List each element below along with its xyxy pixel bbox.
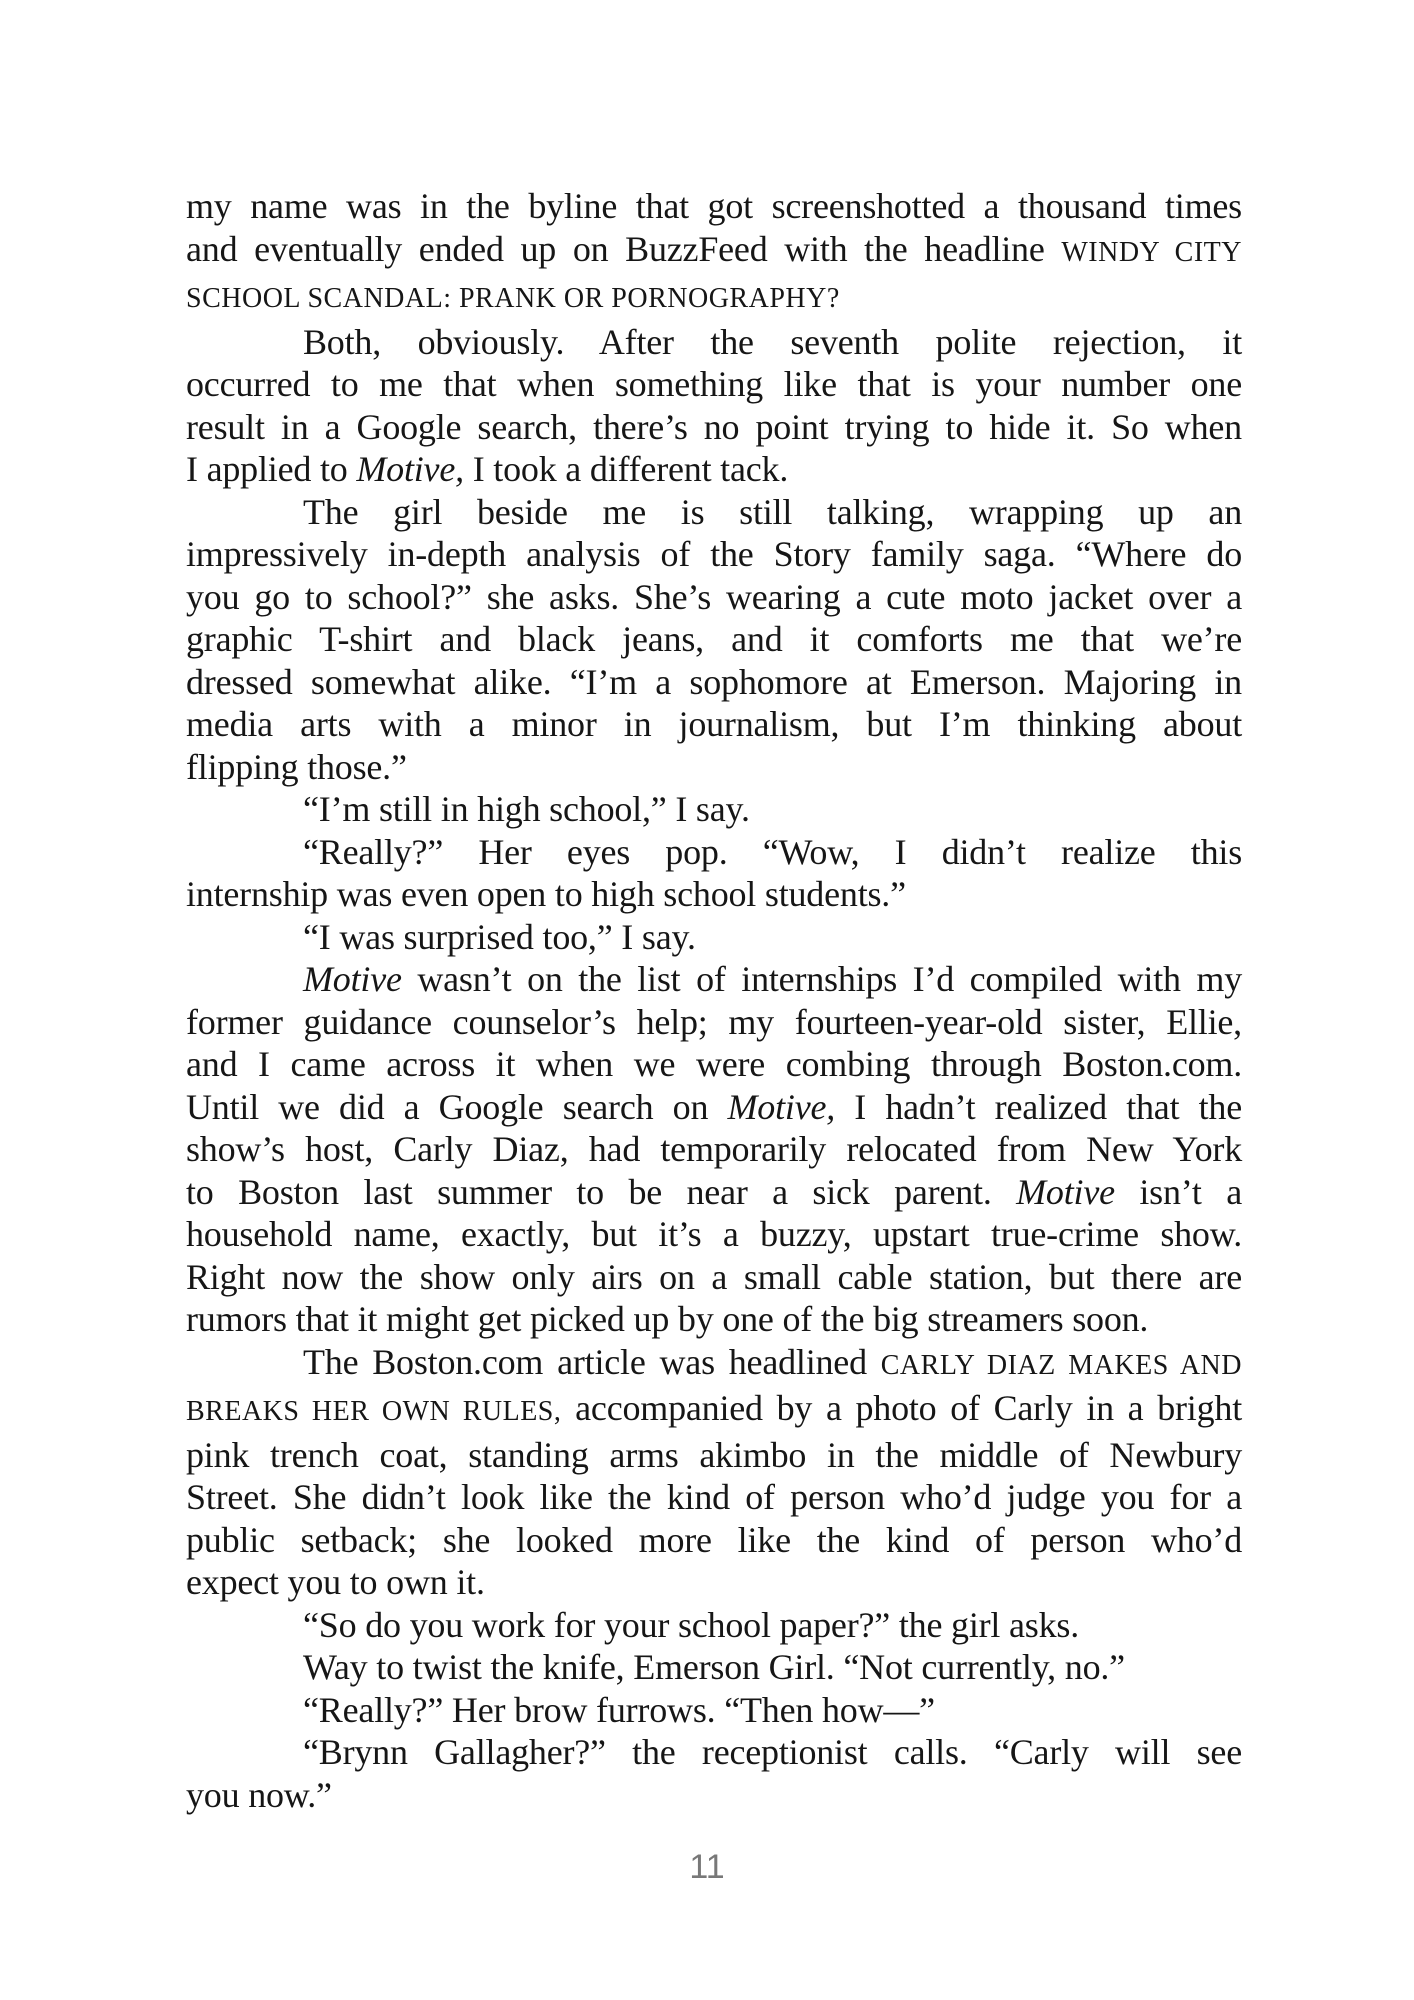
text-line [186, 1731, 1242, 1774]
text-line [186, 1646, 1242, 1689]
text-run: pink trench coat, standing arms akimbo in the middle of Newbury [186, 1434, 1242, 1475]
text-line [186, 274, 1242, 321]
paragraph [186, 831, 1242, 916]
text-run: former guidance counselor’s help; my fourteen-year-old sister, Ellie, [186, 1001, 1242, 1042]
text-line [186, 1086, 1242, 1129]
text-line [186, 1001, 1242, 1044]
text-run: media arts with a minor in journalism, but I’m thinking about [186, 704, 1242, 744]
text-line [186, 1434, 1242, 1477]
text-run: Until we did a Google search on [186, 1086, 728, 1127]
text-run: Both, obviously. After the seventh polite rejection, it [303, 321, 1242, 362]
text-line [186, 1387, 1242, 1434]
text-run: impressively in-depth analysis of the Story family saga. “Where do [186, 534, 1242, 574]
text-line [186, 1604, 1242, 1647]
text-run: wasn’t on the list of internships I’d compiled with my [401, 959, 1242, 999]
text-line [186, 1128, 1242, 1171]
text-run: household name, exactly, but it’s a buzzy, upstart true-crime show. [186, 1214, 1242, 1254]
text-run: The girl beside me is still talking, wrapping up an [303, 491, 1242, 532]
text-line [186, 916, 1242, 959]
text-run: I took a different tack. [463, 449, 789, 489]
text-line [186, 703, 1242, 746]
paragraph [186, 185, 1242, 321]
text-run: accompanied by a photo of Carly in a bright [561, 1388, 1242, 1428]
text-line [186, 321, 1242, 364]
text-line [186, 1043, 1242, 1086]
text-line [186, 1171, 1242, 1214]
text-run: internship was even open to high school students.” [186, 874, 906, 914]
text-line [186, 448, 1242, 491]
text-line [186, 1298, 1242, 1341]
text-line [186, 1774, 1242, 1817]
text-run: dressed somewhat alike. “I’m a sophomore at Emerson. Majoring in [186, 661, 1242, 702]
text-run: “I was surprised too,” I say. [303, 916, 696, 957]
text-run: isn’t a [1114, 1171, 1242, 1212]
text-line [186, 1689, 1242, 1732]
paragraph [186, 1689, 1242, 1732]
text-run: you go to school?” she asks. She’s wearing a cute moto jacket over a [186, 576, 1242, 617]
smallcaps-text: BREAKS HER OWN RULES, [186, 1396, 562, 1427]
paragraph [186, 491, 1242, 789]
text-run: graphic T-shirt and black jeans, and it comforts me that we’re [186, 619, 1242, 659]
text-line [186, 185, 1242, 228]
text-run: flipping those.” [186, 746, 407, 787]
text-line [186, 1213, 1242, 1256]
text-line [186, 1519, 1242, 1562]
text-line [186, 873, 1242, 916]
paragraph [186, 1731, 1242, 1816]
text-run: occurred to me that when something like that is your number one [186, 364, 1242, 404]
text-run: and eventually ended up on BuzzFeed with the headline [186, 228, 1062, 269]
text-line [186, 831, 1242, 874]
italic-text: Motive [1016, 1171, 1115, 1212]
text-run: and I came across it when we were combing through Boston.com. [186, 1044, 1242, 1084]
text-line [186, 788, 1242, 831]
text-line [186, 491, 1242, 534]
text-run: Way to twist the knife, Emerson Girl. “Not currently, no.” [303, 1647, 1125, 1687]
paragraph [186, 958, 1242, 1341]
text-run: you now.” [186, 1774, 332, 1815]
text-line [186, 746, 1242, 789]
text-line [186, 958, 1242, 1001]
text-run: rumors that it might get picked up by one of the big streamers soon. [186, 1299, 1149, 1339]
text-run: my name was in the byline that got screenshotted a thousand times [186, 186, 1242, 226]
text-run: “Really?” Her eyes pop. “Wow, I didn’t realize this [303, 831, 1242, 872]
text-run: I hadn’t realized that the [835, 1086, 1242, 1127]
text-line [186, 1341, 1242, 1388]
text-run: public setback; she looked more like the kind of person who’d [186, 1519, 1242, 1560]
text-line [186, 363, 1242, 406]
text-run: to Boston last summer to be near a sick parent. [186, 1171, 1017, 1212]
text-run: “I’m still in high school,” I say. [303, 789, 750, 829]
text-line [186, 406, 1242, 449]
italic-text: Motive, [356, 449, 464, 489]
text-line [186, 533, 1242, 576]
text-run: “Brynn Gallagher?” the receptionist calls. “Carly will see [303, 1732, 1242, 1772]
page-number: 11 [689, 1848, 725, 1886]
text-run: The Boston.com article was headlined [303, 1341, 881, 1382]
paragraph [186, 1341, 1242, 1604]
text-line [186, 1256, 1242, 1299]
text-run: “Really?” Her brow furrows. “Then how—” [303, 1689, 935, 1730]
text-line [186, 1476, 1242, 1519]
text-run: I applied to [186, 449, 357, 489]
italic-text: Motive, [727, 1086, 836, 1127]
paragraph [186, 916, 1242, 959]
text-run: Street. She didn’t look like the kind of person who’d judge you for a [186, 1477, 1242, 1517]
smallcaps-text: CARLY DIAZ MAKES AND [880, 1349, 1242, 1381]
smallcaps-text: WINDY CITY [1061, 236, 1242, 268]
text-block [186, 185, 1242, 1816]
text-line [186, 661, 1242, 704]
text-run: expect you to own it. [186, 1562, 485, 1602]
paragraph [186, 321, 1242, 491]
italic-text: Motive [303, 959, 402, 999]
paragraph [186, 1604, 1242, 1647]
text-run: Right now the show only airs on a small cable station, but there are [186, 1256, 1242, 1297]
paragraph [186, 1646, 1242, 1689]
text-line [186, 618, 1242, 661]
paragraph [186, 788, 1242, 831]
text-line [186, 576, 1242, 619]
text-line [186, 228, 1242, 275]
text-run: “So do you work for your school paper?” the girl asks. [303, 1604, 1080, 1645]
text-run: result in a Google search, there’s no point trying to hide it. So when [186, 406, 1242, 447]
text-run: show’s host, Carly Diaz, had temporarily relocated from New York [186, 1129, 1242, 1169]
smallcaps-text: SCHOOL SCANDAL: PRANK OR PORNOGRAPHY? [186, 283, 840, 314]
text-line [186, 1561, 1242, 1604]
